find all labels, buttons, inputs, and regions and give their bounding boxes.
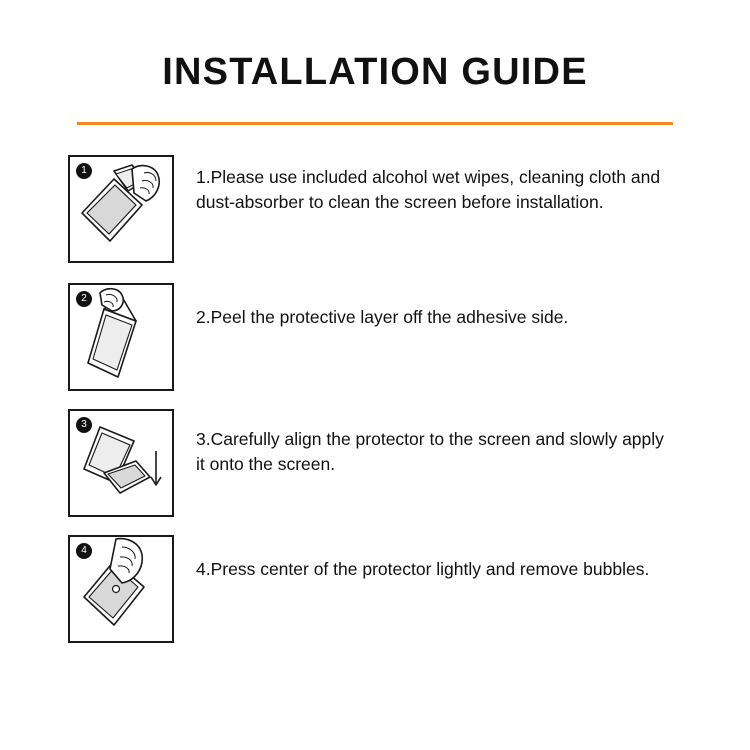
step-1-badge: 1 [76,163,92,179]
step-1-figure [68,155,174,263]
step-3-text [196,409,666,478]
list-item [68,283,688,391]
list-item [68,535,688,643]
list-item [68,155,688,263]
step-3-number: 3. [196,428,211,449]
step-4-badge: 4 [76,543,92,559]
step-4-number: 4. [196,558,211,579]
step-3-badge: 3 [76,417,92,433]
steps-list [0,155,750,643]
step-4-body: Press center of the protector lightly and remove bubbles. [210,558,650,579]
step-2-number: 2. [196,306,211,327]
step-2-figure [68,283,174,391]
step-3-body: Carefully align the protector to the screen and slowly apply it onto the screen. [196,428,664,475]
page-title: INSTALLATION GUIDE [162,51,588,93]
step-1-body: Please use included alcohol wet wipes, cleaning cloth and dust-absorber to clean the screen before installation. [196,166,661,213]
step-1-text [196,155,666,216]
step-3-figure [68,409,174,517]
step-4-text [196,535,649,582]
step-1-number: 1. [196,166,211,187]
title-block [0,0,750,125]
step-2-body: Peel the protective layer off the adhesive side. [210,306,569,327]
step-2-text [196,283,568,330]
step-2-badge: 2 [76,291,92,307]
list-item [68,409,688,517]
step-4-figure [68,535,174,643]
title-divider [77,122,673,125]
